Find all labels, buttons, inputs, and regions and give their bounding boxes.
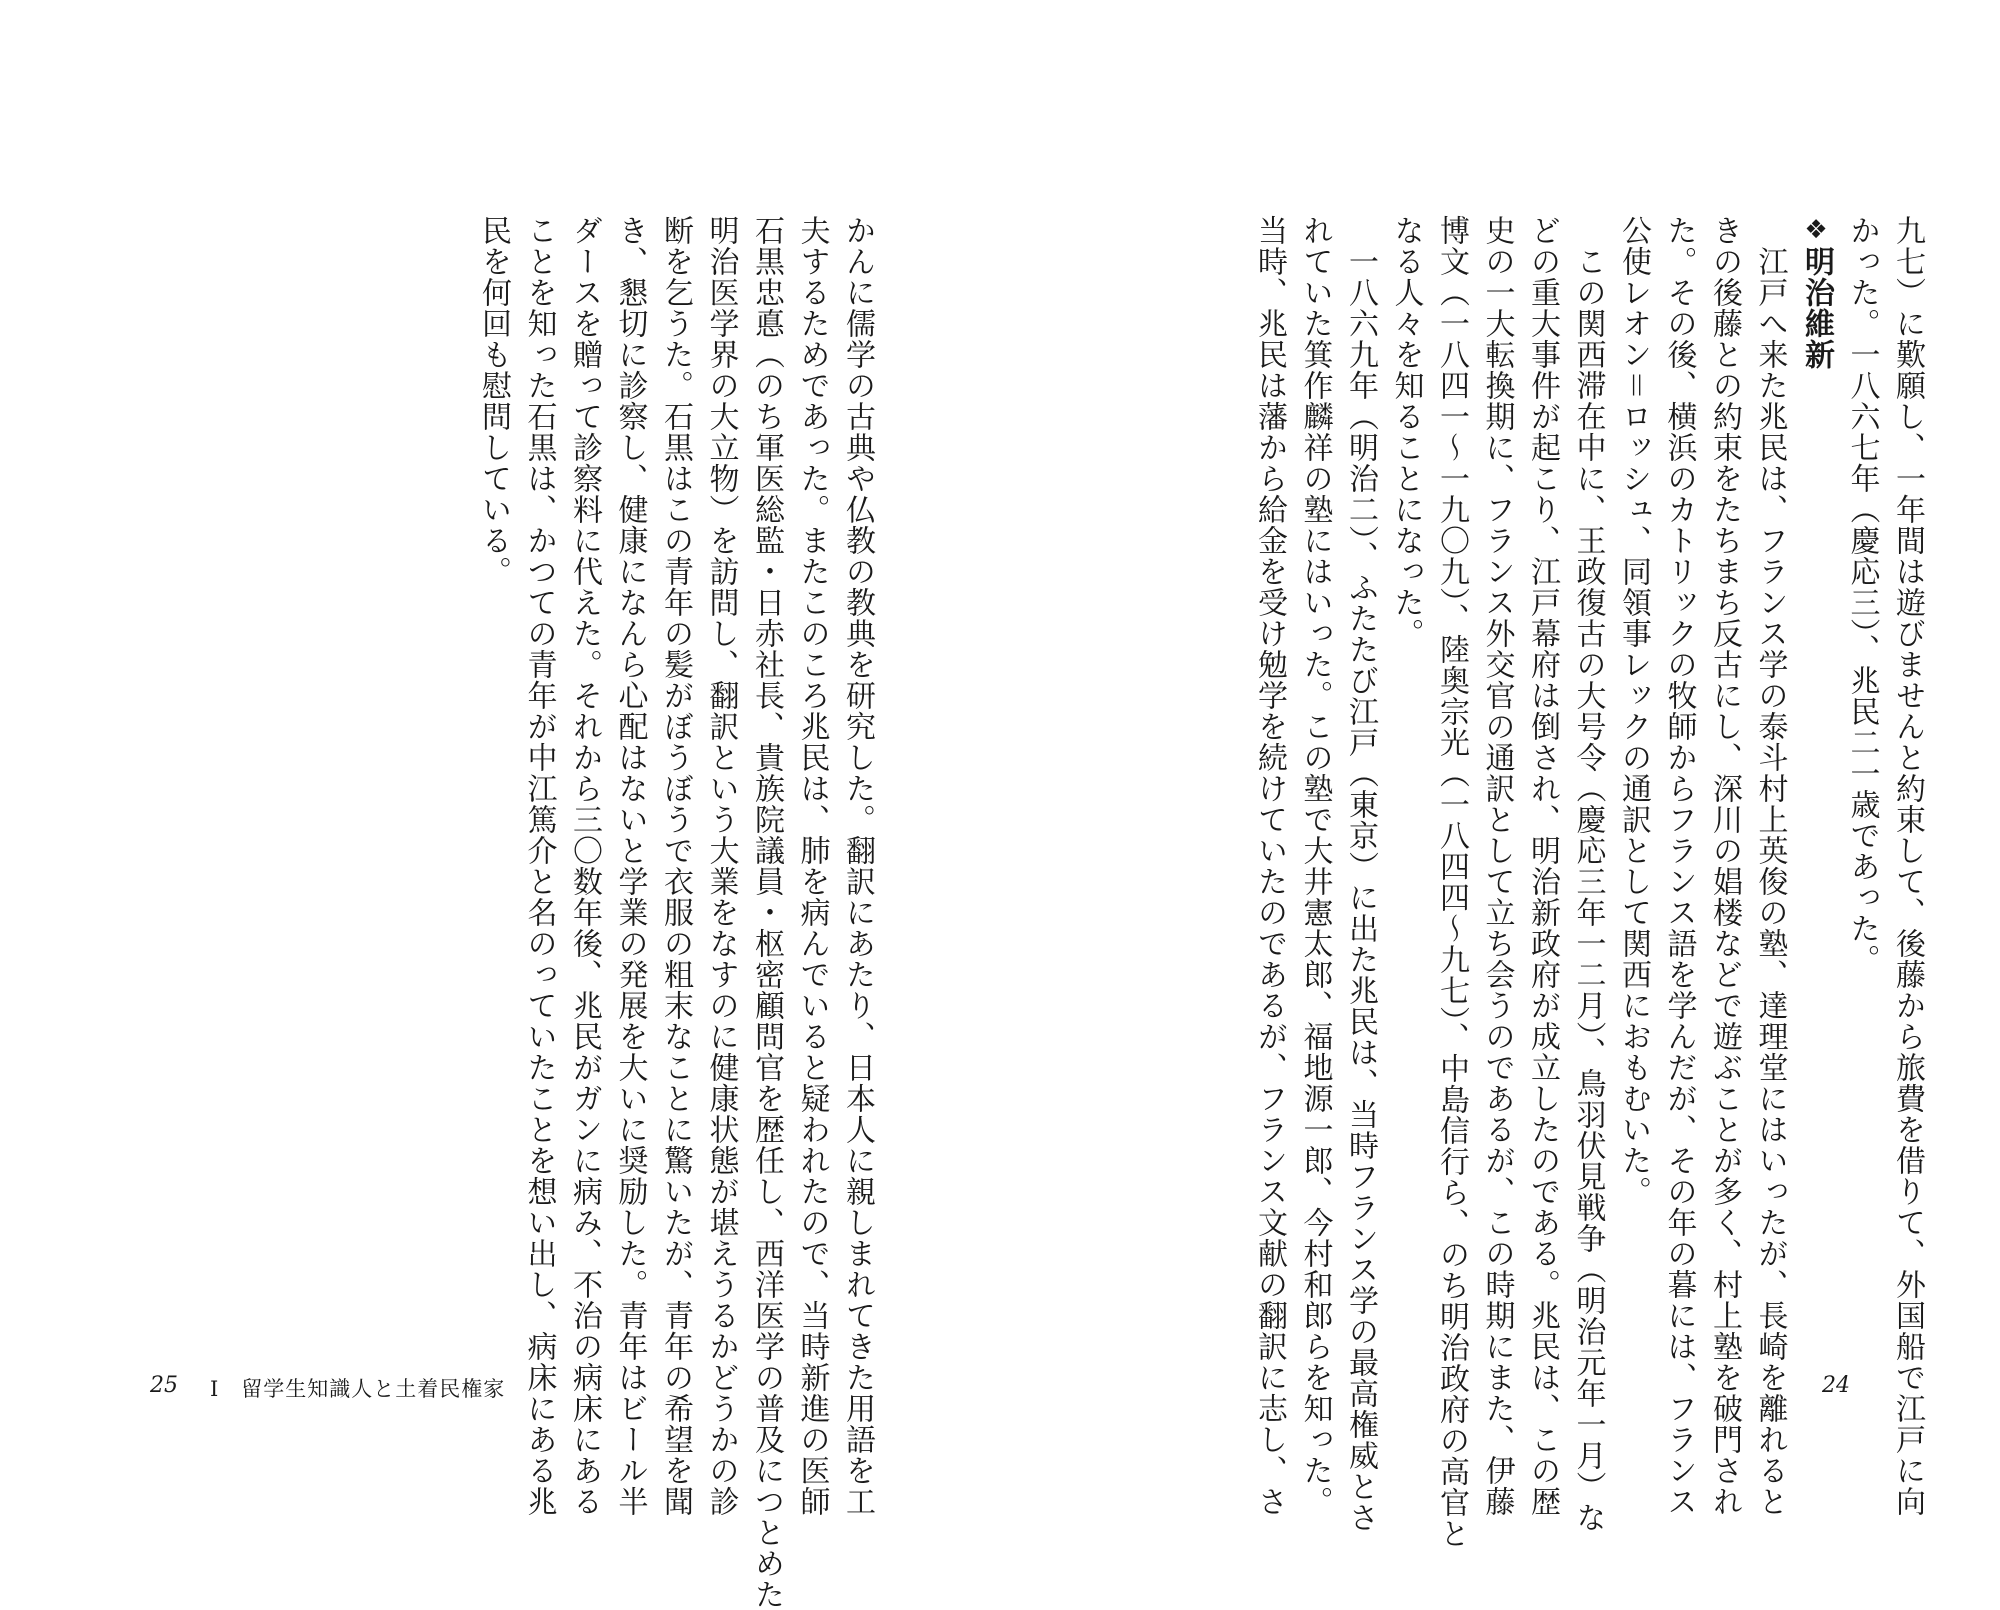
- text-column: た。その後、横浜のカトリックの牧師からフランス語を学んだが、その年の暮には、フランス: [1661, 215, 1697, 1517]
- text-column: 民を何回も慰問している。: [476, 215, 511, 587]
- text-column: 一八六九年（明治二）、ふたたび江戸（東京）に出た兆民は、当時フランス学の最高権威とさ: [1343, 215, 1378, 1533]
- text-column: きの後藤との約束をたちまち反古にし、深川の娼楼などで遊ぶことが多く、村上塾を破門され: [1707, 215, 1742, 1517]
- section-heading: [1793, 215, 1840, 1345]
- text-column: かった。一八六七年（慶応三）、兆民二一歳であった。: [1844, 215, 1880, 975]
- text-column: 史の一大転換期に、フランス外交官の通訳として立ち会うのであるが、この時期にまた、伊藤: [1479, 215, 1515, 1517]
- section-heading-text: 明治維新: [1799, 246, 1834, 370]
- page-number: 25: [150, 1373, 178, 1398]
- text-column: 九七）に歎願し、一年間は遊びませんと約束して、後藤から旅費を借りて、外国船で江戸に向: [1890, 215, 1925, 1517]
- text-column: どの重大事件が起こり、江戸幕府は倒され、明治新政府が成立したのである。兆民は、この歴: [1525, 215, 1560, 1517]
- text-column: この関西滞在中に、王政復古の大号令（慶応三年一二月）、鳥羽伏見戦争（明治元年一月）な: [1570, 215, 1606, 1533]
- text-column: 石黒忠悳（のち軍医総監・日赤社長、貴族院議員・枢密顧問官を歴任し、西洋医学の普及につとめた: [749, 215, 784, 1610]
- text-column: 当時、兆民は藩から給金を受け勉学を続けていたのであるが、フランス文献の翻訳に志し、さ: [1252, 215, 1287, 1517]
- text-column: 夫するためであった。またこのころ兆民は、肺を病んでいると疑われたので、当時新進の医師: [794, 215, 830, 1517]
- left-page-text: [471, 215, 881, 1610]
- text-column: 江戸へ来た兆民は、フランス学の泰斗村上英俊の塾、達理堂にはいったが、長崎を離れると: [1752, 215, 1788, 1517]
- running-head: Ⅰ 留学生知識人と土着民権家: [210, 1377, 506, 1401]
- text-column: 断を乞うた。石黒はこの青年の髪がぼうぼうで衣服の粗末なことに驚いたが、青年の希望を聞: [658, 215, 693, 1517]
- text-column: ダースを贈って診察料に代えた。それから三〇数年後、兆民がガンに病み、不治の病床にある: [567, 215, 602, 1517]
- right-page: [1000, 0, 2000, 1549]
- text-column: ことを知った石黒は、かつての青年が中江篤介と名のっていたことを想い出し、病床にある兆: [521, 215, 557, 1517]
- text-column: かんに儒学の古典や仏教の教典を研究した。翻訳にあたり、日本人に親しまれてきた用語を工: [840, 215, 875, 1517]
- text-column: なる人々を知ることになった。: [1388, 215, 1424, 649]
- text-column: き、懇切に診察し、健康になんら心配はないと学業の発展を大いに奨励した。青年はビール半: [612, 215, 648, 1517]
- diamond-ornament-icon: ❖: [1801, 215, 1831, 246]
- text-column: 公使レオン＝ロッシュ、同領事レックの通訳として関西におもむいた。: [1616, 215, 1651, 1207]
- text-column: れていた箕作麟祥の塾にはいった。この塾で大井憲太郎、福地源一郎、今村和郎らを知った。: [1297, 215, 1333, 1517]
- text-column: 明治医学界の大立物）を訪問し、翻訳という大業をなすのに健康状態が堪えうるかどうかの診: [703, 215, 739, 1517]
- text-column: 博文（一八四一〜一九〇九）、陸奥宗光（一八四四〜九七）、中島信行ら、のち明治政府の高官と: [1434, 215, 1469, 1549]
- page-number: 24: [1822, 1373, 1850, 1398]
